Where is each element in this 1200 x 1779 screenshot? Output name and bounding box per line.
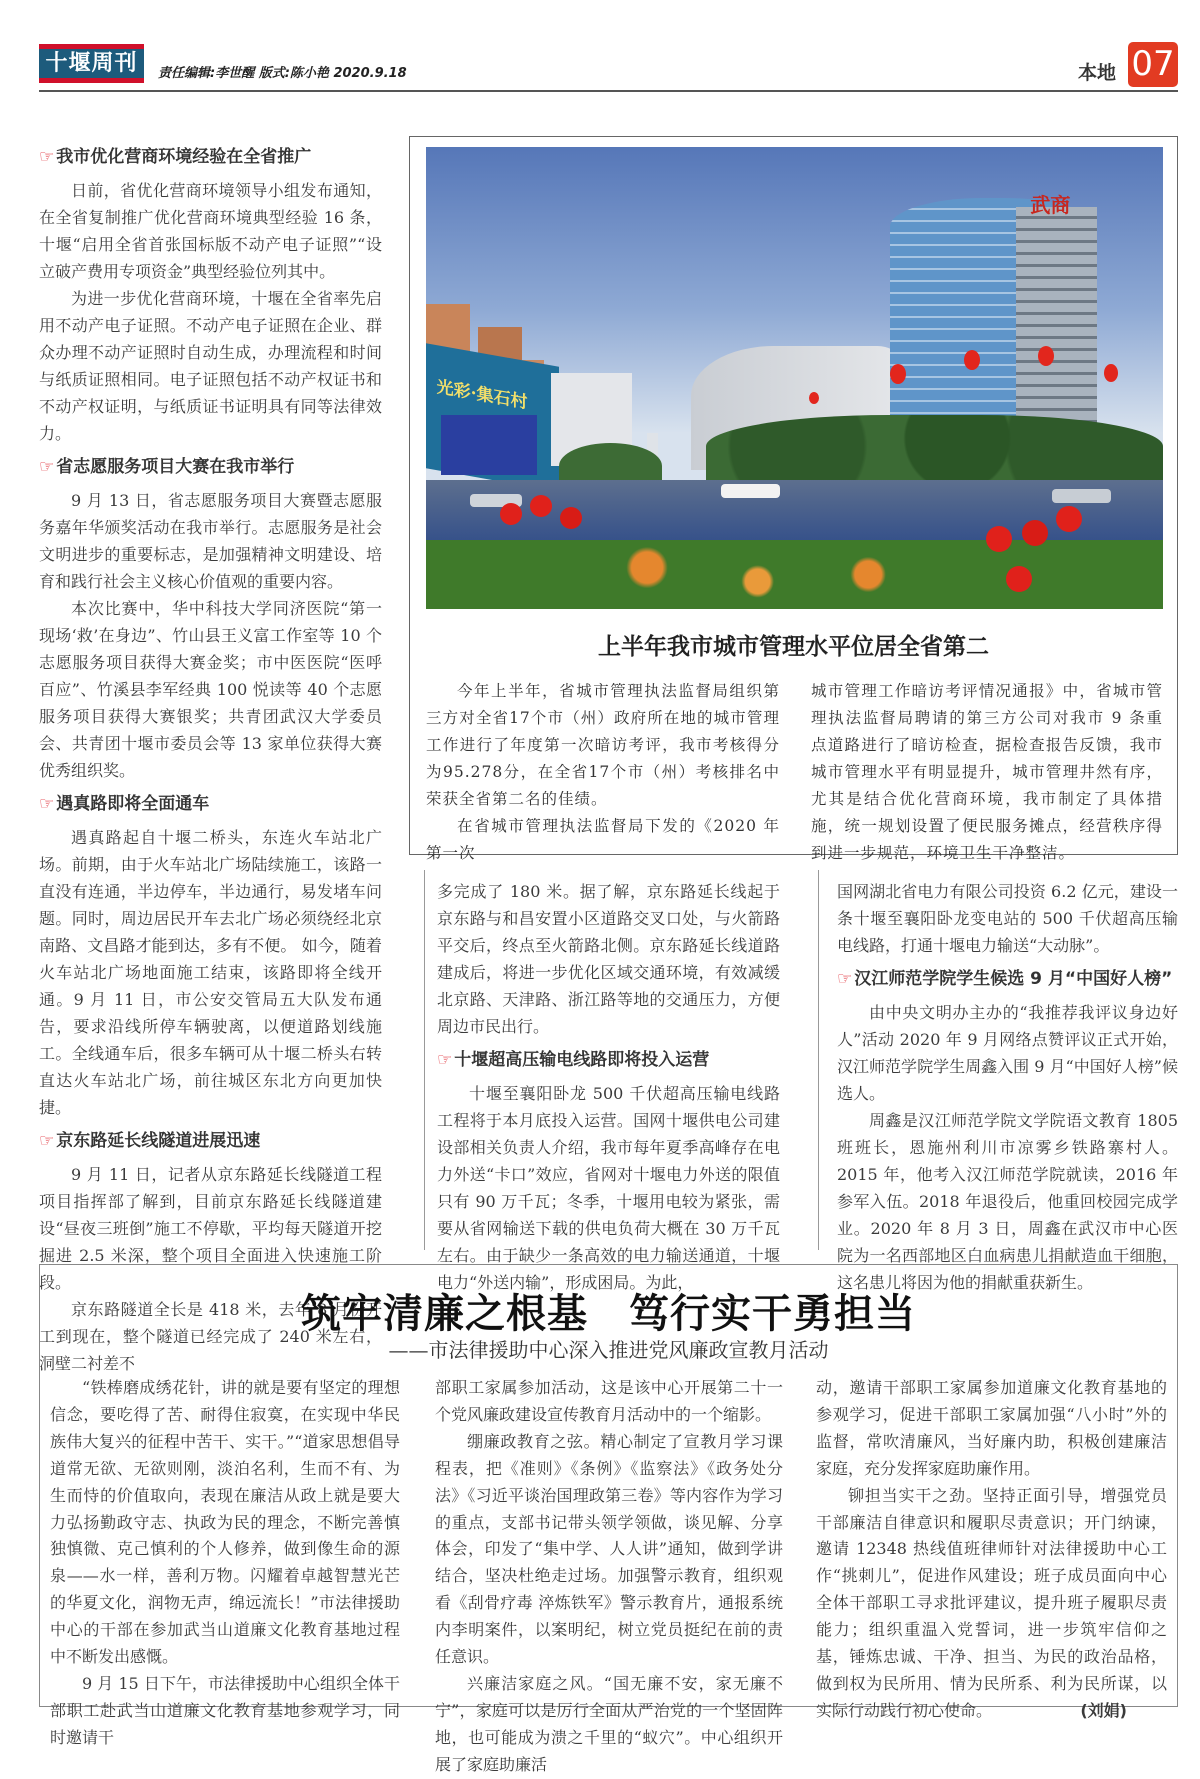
red-flowers (500, 503, 522, 525)
paragraph: “铁棒磨成绣花针，讲的就是要有坚定的理想信念，要吃得了苦、耐得住寂寞，在实现中华民族伟大复兴的征程中苦干、实干。”“道家思想倡导道常无欲、无欲则刚，淡泊名利，生而不有、为生而恃的价值取向，表现在廉洁从政上就是要大力弘扬勤政守志、执政为民的理念，不断完善慎独慎微、克己慎利的个人修养，做到像生命的源泉——水一样，善利万物。闪耀着卓越智慧光芒的华夏文化，润物无声，绵远流长！”市法律援助中心的干部在参加武当山道廉文化教育基地过程中不断发出感慨。 (50, 1378, 400, 1667)
paragraph: 日前，省优化营商环境领导小组发布通知，在全省复制推广优化营商环境典型经验 16 条，十堰“启用全省首张国标版不动产电子证照”“设立破产费用专项资金”典型经验位列其中。 (39, 181, 382, 281)
news-headline-text: 十堰超高压输电线路即将投入运营 (454, 1050, 710, 1070)
paragraph: 兴廉洁家庭之风。“国无廉不安，家无廉不宁”，家庭可以是厉行全面从严治党的一个坚固阵地，也可能成为溃之千里的“蚁穴”。中心组织开展了家庭助廉活 (435, 1673, 783, 1774)
editor-credits: 责任编辑:李世醒 版式:陈小艳 2020.9.18 (158, 66, 407, 81)
news-headline (437, 1040, 780, 1080)
bottom-text-column-2 (435, 1375, 783, 1779)
bottom-feature-headline: 筑牢清廉之根基 笃行实干勇担当 (301, 1290, 916, 1337)
news-headline-text: 省志愿服务项目大赛在我市举行 (56, 457, 295, 477)
banner (441, 415, 537, 475)
news-headline-text: 我市优化营商环境经验在全省推广 (56, 147, 312, 167)
billboard-text: 光彩·集石村 (436, 377, 528, 414)
paragraph (816, 1483, 1167, 1725)
author-byline: (刘娟) (1080, 1700, 1127, 1720)
pointing-hand-icon: ☞ (39, 457, 55, 477)
bottom-feature-subheadline: ——市法律援助中心深入推进党风廉政宣教月活动 (388, 1338, 829, 1362)
pointing-hand-icon: ☞ (39, 147, 55, 167)
right-news-column (837, 878, 1178, 1296)
paragraph: 遇真路起自十堰二桥头，东连火车站北广场。前期，由于火车站北广场陆续施工，该路一直没有连通，半边停车，半边通行，易发堵车问题。同时，周边居民开车去北广场必须绕经北京南路、文昌路才能到达，多有不便。 如今，随着火车站北广场地面施工结束，该路即将全线开通。9 月 11 日，市公安交管局五大队发布通告，要求沿线所停车辆驶离，以便道路划线施工。全线通车后，很多车辆可从十堰二桥头右转直达火车站北广场，前往城区东北方向更加快捷。 (39, 828, 382, 1117)
paragraph: 由中央文明办主办的“我推荐我评议身边好人”活动 2020 年 9 月网络点赞评议正式开始，汉江师范学院学生周鑫入围 9 月“中国好人榜”候选人。 (837, 1003, 1178, 1103)
paragraph: 国网湖北省电力有限公司投资 6.2 亿元，建设一条十堰至襄阳卧龙变电站的 500 千伏超高压输电线路，打通十堰电力输送“大动脉”。 (837, 882, 1178, 955)
news-headline (39, 784, 382, 824)
middle-news-column (437, 878, 780, 1296)
news-headline (39, 1121, 382, 1161)
news-headline (39, 447, 382, 487)
paragraph: 在省城市管理执法监督局下发的《2020 年第一次 (426, 817, 780, 862)
building-sign: 武商 (1030, 192, 1071, 217)
paragraph-text: 铆担当实干之劲。坚持正面引导，增强党员干部廉洁自律意识和履职尽责意识；开门纳谏，邀请 12348 热线值班律师针对法律援助中心工作“挑刺儿”，促进作风建设；班子成员面向中心全体干部职工寻求批评建议，提升班子履职尽责能力；组织重温入党誓词，进一步筑牢信仰之基，锤炼忠诚、干净、担当、为民的政治品格，做到权为民所用、情为民所系、利为民所谋，以实际行动践行初心使命。 (816, 1485, 1167, 1720)
feature-text-column-1 (426, 678, 780, 867)
column-divider (818, 870, 819, 1250)
paragraph: 9 月 15 日下午，市法律援助中心组织全体干部职工赴武当山道廉文化教育基地参观学习，同时邀请干 (50, 1673, 400, 1747)
news-headline-text: 遇真路即将全面通车 (56, 794, 210, 814)
news-headline (39, 137, 382, 177)
paragraph: 为进一步优化营商环境，十堰在全省率先启用不动产电子证照。不动产电子证照在企业、群众办理不动产证照时自动生成，办理流程和时间与纸质证照相同。电子证照包括不动产权证书和不动产权证明，与纸质证书证明具有同等法律效力。 (39, 289, 382, 443)
lantern (1038, 346, 1054, 366)
feature-headline: 上半年我市城市管理水平位居全省第二 (598, 633, 989, 660)
pointing-hand-icon: ☞ (39, 1131, 55, 1151)
paragraph: 十堰至襄阳卧龙 500 千伏超高压输电线路工程将于本月底投入运营。国网十堰供电公司建设部相关负责人介绍，我市每年夏季高峰存在电力外送“卡口”效应，省网对十堰电力外送的限值只有 90 万千瓦；冬季，十堰用电较为紧张，需要从省网输送下载的供电负荷大概在 30 万千瓦左右。由于缺少一条高效的电力输送通道，十堰电力“外送内输”，形成困局。为此， (437, 1084, 780, 1292)
paragraph: 动，邀请干部职工家属参加道廉文化教育基地的参观学习，促进干部职工家属加强“八小时”外的监督，常吹清廉风，当好廉内助，积极创建廉洁家庭，充分发挥家庭助廉作用。 (816, 1378, 1167, 1478)
paragraph: 9 月 11 日，记者从京东路延长线隧道工程项目指挥部了解到，目前京东路延长线隧道建设“昼夜三班倒”施工不停歇，平均每天隧道开挖掘进 2.5 米深，整个项目全面进入快速施工阶段。 (39, 1165, 382, 1292)
flowerbed (426, 540, 1163, 609)
paragraph: 多完成了 180 米。据了解，京东路延长线起于京东路与和昌安置小区道路交叉口处，与火箭路平交后，终点至火箭路北侧。京东路延长线道路建成后，将进一步优化区域交通环境，有效减缓北京路、天津路、浙江路等地的交通压力，方便周边市民出行。 (437, 882, 780, 1036)
bottom-text-column-3 (816, 1375, 1167, 1725)
pointing-hand-icon: ☞ (837, 969, 853, 989)
feature-text-column-2 (811, 678, 1163, 867)
paragraph: 京东路隧道全长是 418 米，去年 8 月份开工到现在，整个隧道已经完成了 240 米左右，洞壁二衬差不 (39, 1300, 382, 1373)
news-headline-text: 京东路延长线隧道进展迅速 (56, 1131, 261, 1151)
column-divider (424, 870, 425, 1250)
paragraph: 城市管理工作暗访考评情况通报》中，省城市管理执法监督局聘请的第三方公司对我市 9 条重点道路进行了暗访检查，据检查报告反馈，我市城市管理水平有明显提升，城市管理井然有序，尤其是结合优化营商环境，我市制定了具体措施，统一规划设置了便民服务摊点，经营秩序得到进一步规范，环境卫生干净整洁。 (811, 682, 1163, 862)
lantern (1104, 364, 1118, 382)
car (1052, 489, 1111, 503)
news-headline-text: 汉江师范学院学生候选 9 月“中国好人榜” (854, 969, 1173, 989)
news-headline (837, 959, 1178, 999)
bottom-text-column-1 (50, 1375, 400, 1752)
city-street-photo (426, 147, 1163, 609)
masthead-logo: 十堰周刊 (39, 44, 144, 83)
pointing-hand-icon: ☞ (437, 1050, 453, 1070)
section-label: 本地 (1078, 62, 1117, 84)
paragraph: 本次比赛中，华中科技大学同济医院“第一现场‘救’在身边”、竹山县王义富工作室等 10 个志愿服务项目获得大赛金奖；市中医医院“医呼百应”、竹溪县李军经典 100 悦读等 40 个志愿服务项目获得大赛银奖；共青团武汉大学委员会、共青团十堰市委员会等 13 家单位获得大赛优秀组织奖。 (39, 599, 382, 780)
paragraph: 今年上半年，省城市管理执法监督局组织第三方对全省17个市（州）政府所在地的城市管理工作进行了年度第一次暗访考评，我市考核得分为95.278分，在全省17个市（州）考核排名中荣获全省第二名的佳绩。 (426, 682, 780, 808)
pointing-hand-icon: ☞ (39, 794, 55, 814)
car (721, 484, 780, 498)
paragraph: 绷廉政教育之弦。精心制定了宣教月学习课程表，把《准则》《条例》《监察法》《政务处分法》《习近平谈治国理政第三卷》等内容作为学习的重点，支部书记带头领学领做，谈见解、分享体会，印发了“集中学、人人讲”通知，做到学讲结合，坚决杜绝走过场。加强警示教育，组织观看《刮骨疗毒 淬炼铁军》警示教育片，通报系统内李明案件，以案明纪，树立党员挺纪在前的责任意识。 (435, 1431, 783, 1667)
left-news-column (39, 137, 382, 1377)
header-rule (39, 90, 1178, 92)
paragraph: 周鑫是汉江师范学院文学院语文教育 1805 班班长，恩施州利川市凉雾乡铁路寨村人。2015 年，他考入汉江师范学院就读，2016 年参军入伍。2018 年退役后，他重回校园完成学业。2020 年 8 月 3 日，周鑫在武汉市中心医院为一名西部地区白血病患儿捐献造血干细胞，这名患儿将因为他的捐献重获新生。 (837, 1111, 1178, 1292)
paragraph: 部职工家属参加活动，这是该中心开展第二十一个党风廉政建设宣传教育月活动中的一个缩影。 (435, 1378, 783, 1424)
red-flowers (986, 526, 1012, 552)
paragraph: 9 月 13 日，省志愿服务项目大赛暨志愿服务嘉年华颁奖活动在我市举行。志愿服务是社会文明进步的重要标志，是加强精神文明建设、培育和践行社会主义核心价值观的重要内容。 (39, 491, 382, 591)
page-number-badge: 07 (1128, 42, 1178, 87)
